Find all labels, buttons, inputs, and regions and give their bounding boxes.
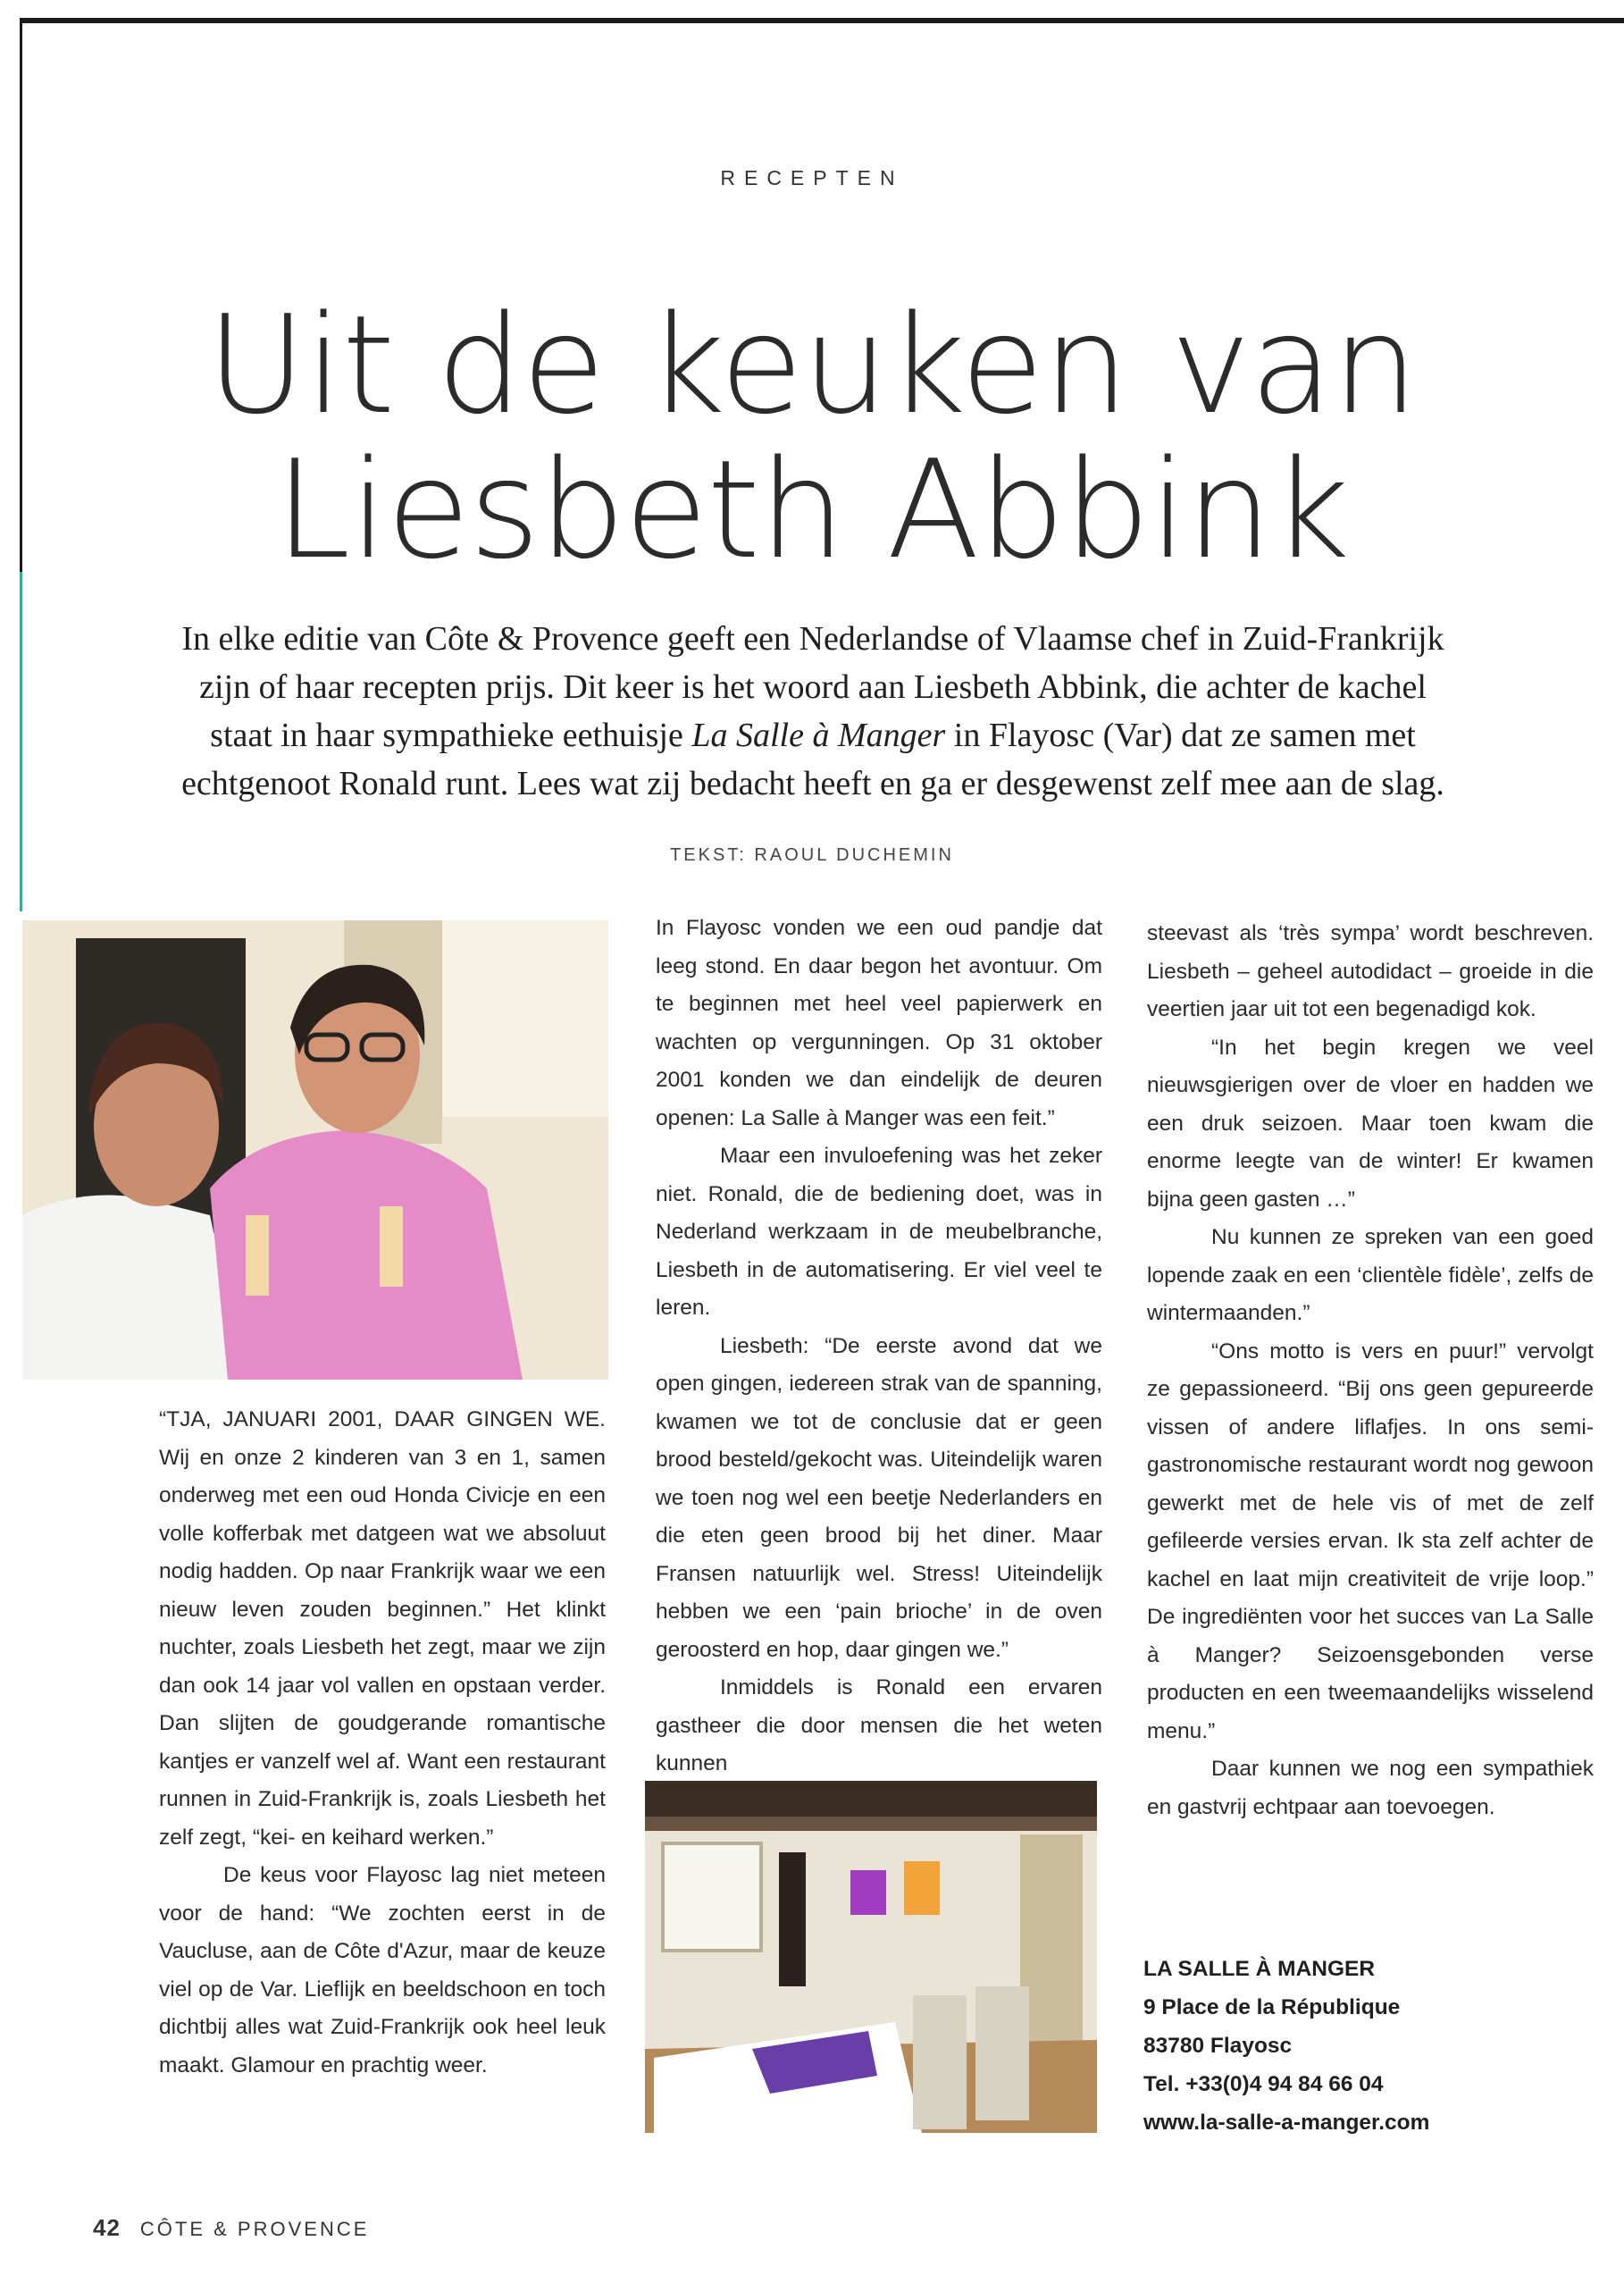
photo-restaurant-interior-illustration xyxy=(645,1781,1097,2133)
text-column-3 xyxy=(1147,915,1594,1826)
paragraph: Daar kunnen we nog een sympathiek en gastvrij echtpaar aan toevoegen. xyxy=(1147,1757,1594,1819)
paragraph: De keus voor Flayosc lag niet meteen voor de hand: “We zochten eerst in de Vaucluse, aan de Côte d'Azur, maar de keuze viel op de Var. Lieflijk en beeldschoon en toch dichtbij alles wat Zuid-Frankrijk ook heel leuk maakt. Glamour en prachtig weer. xyxy=(159,1863,606,2077)
headline-line-2: Liesbeth Abbink xyxy=(274,431,1350,589)
section-label: RECEPTEN xyxy=(720,166,904,189)
restaurant-name-italic: La Salle à Manger xyxy=(691,717,946,754)
headline-line-1: Uit de keuken van xyxy=(206,286,1418,444)
intro-paragraph xyxy=(170,615,1456,808)
paragraph: steevast als ‘très sympa’ wordt beschreven. Liesbeth – geheel autodidact – groeide in die veertien jaar uit tot een begenadigd kok. xyxy=(1147,921,1594,1021)
city-postcode: 83780 Flayosc xyxy=(1143,2034,1293,2058)
magazine-name: CÔTE & PROVENCE xyxy=(139,2218,370,2240)
paragraph: Liesbeth: “De eerste avond dat we open gingen, iedereen strak van de spanning, kwamen we tot de conclusie dat er geen brood besteld/gekocht was. Uiteindelijk waren we toen nog wel een beetje Nederlanders en die eten geen brood bij het diner. Maar Fransen natuurlijk wel. Stress! Uiteindelijk hebben we een ‘pain brioche’ in de oven geroosterd en hop, daar gingen we.” xyxy=(656,1333,1102,1662)
restaurant-address-block xyxy=(1143,1950,1590,2142)
paragraph: “In het begin kregen we veel nieuwsgierigen over de vloer en hadden we een druk seizoen. Maar toen kwam die enorme leegte van de winter! Er kwamen bijna geen gasten …” xyxy=(1147,1035,1594,1212)
photo-chef-couple xyxy=(22,920,608,1380)
paragraph: In Flayosc vonden we een oud pandje dat leeg stond. En daar begon het avontuur. Om te beginnen met heel veel papierwerk en wachten op vergunningen. Op 31 oktober 2001 konden we dan eindelijk de deuren openen: La Salle à Manger was een feit.” xyxy=(656,916,1102,1130)
text-column-2 xyxy=(656,910,1102,1784)
restaurant-name: LA SALLE À MANGER xyxy=(1143,1957,1376,1981)
paragraph: “Ons motto is vers en puur!” vervolgt ze gepassioneerd. “Bij ons geen gepureerde vissen of andere liflafjes. In ons semi-gastronomische restaurant wordt nog gewoon gewerkt met de hele vis of met de zelf gefileerde versies ervan. Ik sta zelf achter de kachel en laat mijn creativiteit de vrije loop.” De ingrediënten voor het succes van La Salle à Manger? Seizoensgebonden verse producten en een tweemaandelijks wisselend menu.” xyxy=(1147,1339,1594,1743)
intro-text-end: in Flayosc (Var) dat ze samen met echtgenoot Ronald runt. Lees wat zij bedacht heeft en ga er desgewenst zelf mee aan de slag. xyxy=(181,717,1444,802)
phone-number: Tel. +33(0)4 94 84 66 04 xyxy=(1143,2072,1384,2096)
intro-text-start: In elke editie van Côte & Provence geeft een Nederlandse of Vlaamse chef in Zuid-Frankrijk zijn of haar recepten prijs. Dit keer is het woord aan Liesbeth Abbink, die achter de kachel staat in haar sympathieke eethuisje xyxy=(181,620,1444,754)
paragraph: Inmiddels is Ronald een ervaren gastheer die door mensen die het weten kunnen xyxy=(656,1675,1102,1775)
paragraph: “TJA, JANUARI 2001, DAAR GINGEN WE. Wij en onze 2 kinderen van 3 en 1, samen onderweg met een oud Honda Civicje en een volle kofferbak met datgeen wat we absoluut nodig hadden. Op naar Frankrijk waar we een nieuw leven zouden beginnen.” Het klinkt nuchter, zoals Liesbeth het zegt, maar we zijn dan ook 14 jaar vol vallen en opstaan verder. Dan slijten de goudgerande romantische kantjes er vanzelf wel af. Want een restaurant runnen in Zuid-Frankrijk is, zoals Liesbeth het zelf zegt, “kei- en keihard werken.” xyxy=(159,1407,606,1850)
byline: TEKST: RAOUL DUCHEMIN xyxy=(670,845,954,865)
street-address: 9 Place de la République xyxy=(1143,1995,1401,2019)
page-number: 42 xyxy=(93,2214,121,2241)
top-border-rule xyxy=(20,18,1624,23)
text-column-1 xyxy=(159,1401,606,2085)
paragraph: Maar een invuloefening was het zeker niet. Ronald, die de bediening doet, was in Nederland werkzaam in de meubelbranche, Liesbeth in de automatisering. Er viel veel te leren. xyxy=(656,1144,1102,1320)
paragraph: Nu kunnen ze spreken van een goed lopende zaak en een ‘clientèle fidèle’, zelfs de wintermaanden.” xyxy=(1147,1225,1594,1325)
headline xyxy=(0,286,1624,589)
page-footer xyxy=(93,2214,369,2242)
website-url: www.la-salle-a-manger.com xyxy=(1143,2111,1430,2135)
photo-restaurant-interior xyxy=(645,1781,1097,2133)
photo-chef-couple-illustration xyxy=(22,920,608,1380)
